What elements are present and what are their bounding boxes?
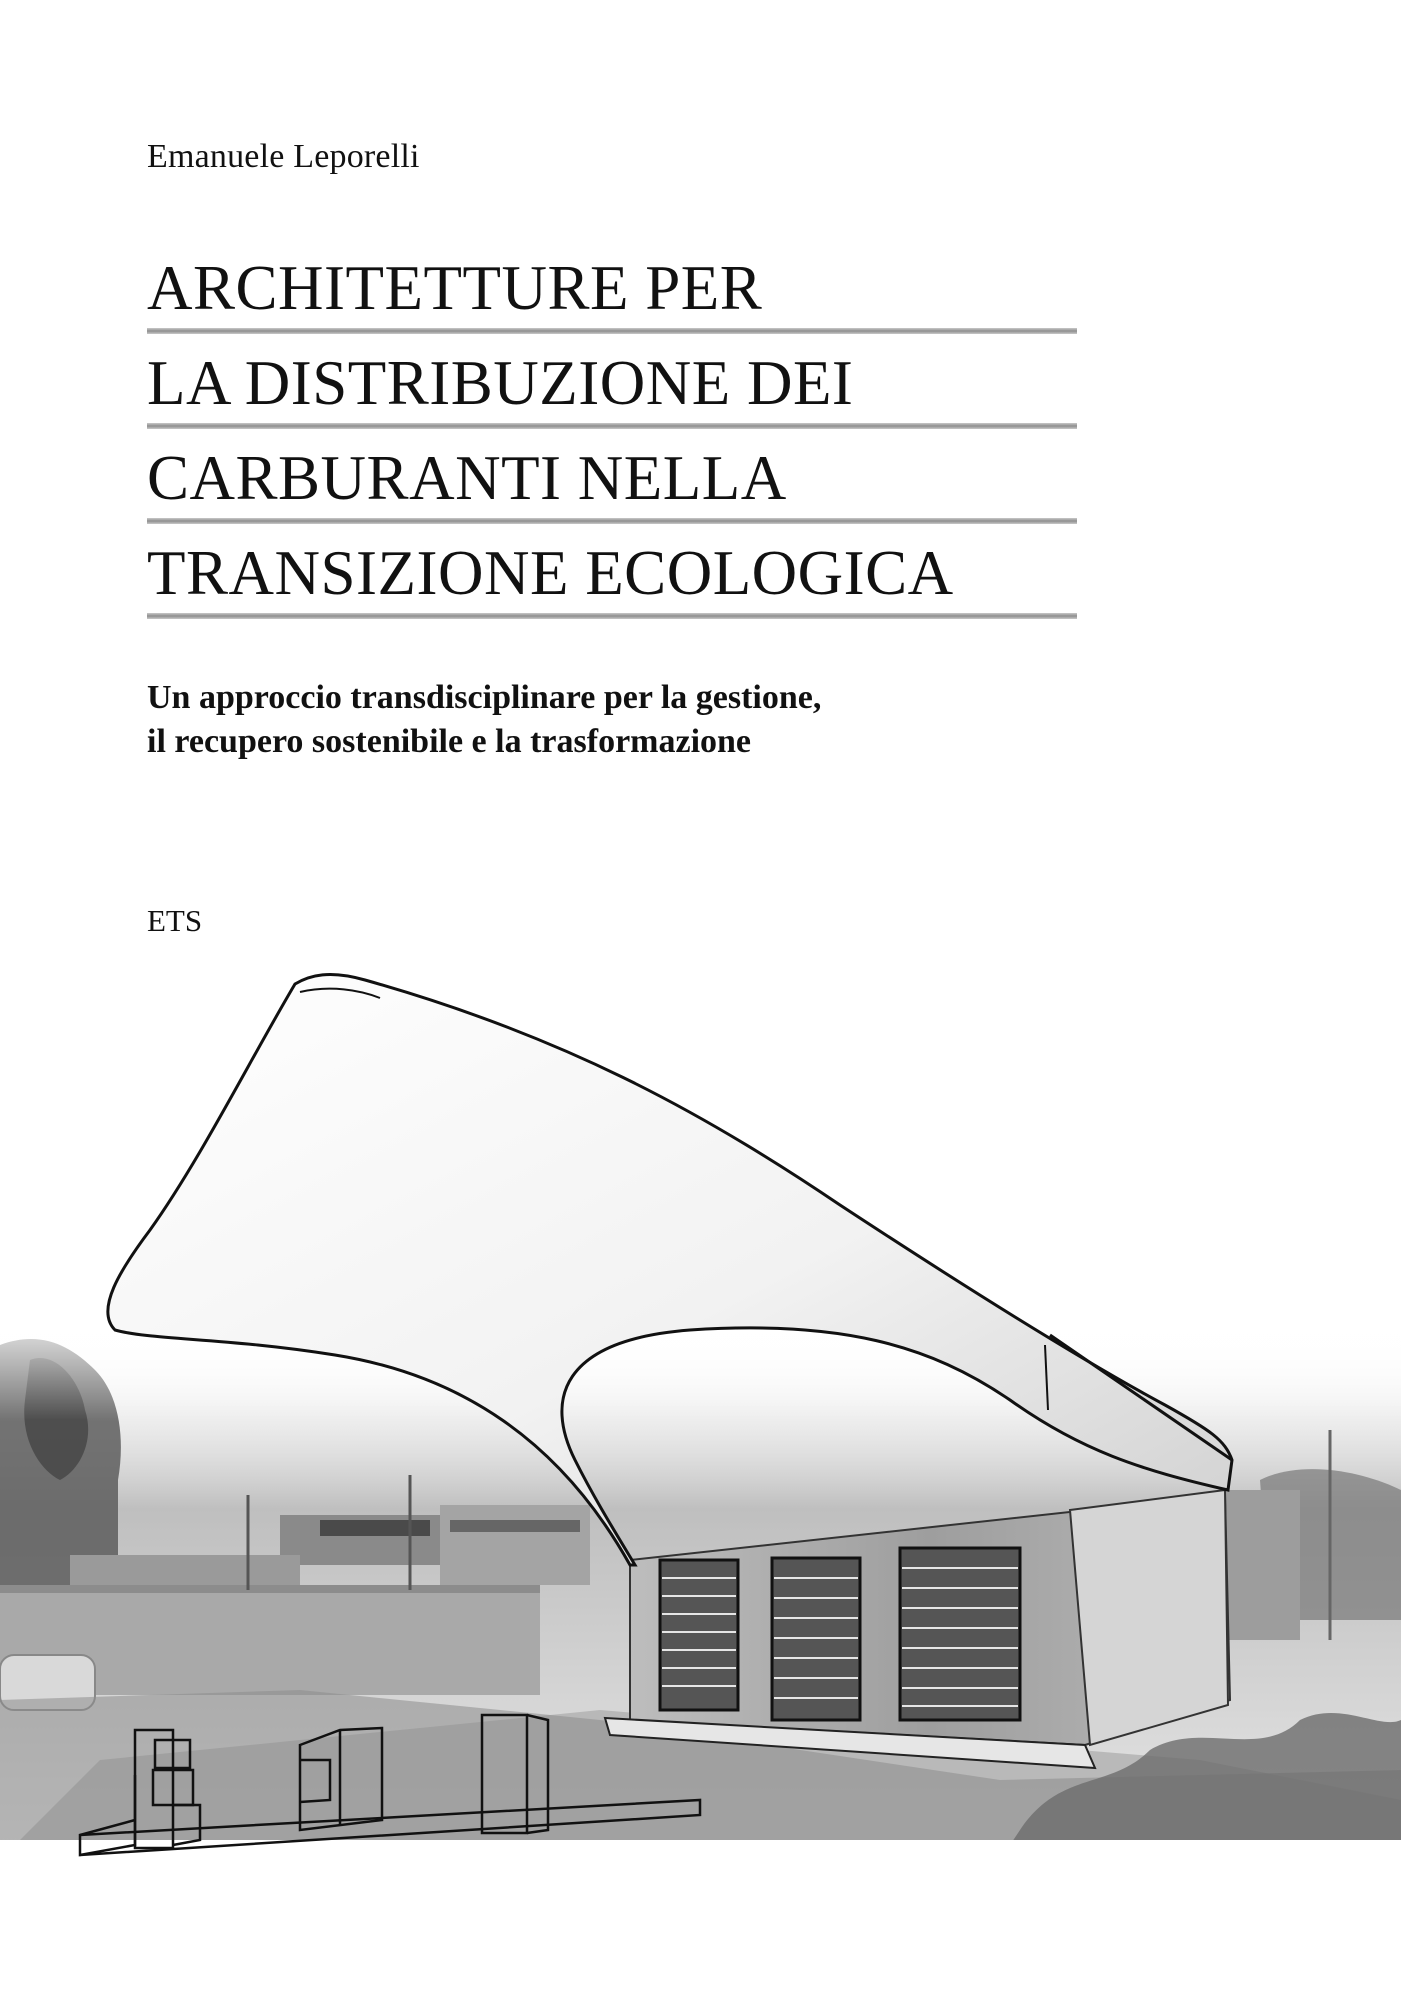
book-title <box>147 248 1077 628</box>
subtitle-line: Un approccio transdisciplinare per la gestione, <box>147 679 822 716</box>
building-windows <box>660 1548 1020 1720</box>
title-underline <box>147 423 1077 429</box>
title-underline <box>147 518 1077 524</box>
book-subtitle <box>147 676 821 764</box>
author-name: Emanuele Leporelli <box>147 138 420 175</box>
title-line <box>147 533 1077 628</box>
cover-illustration <box>0 955 1401 2000</box>
title-line-text: TRANSIZIONE ECOLOGICA <box>147 538 954 608</box>
subtitle-line: il recupero sostenibile e la trasformazione <box>147 723 752 760</box>
title-line <box>147 343 1077 438</box>
title-line-text: CARBURANTI NELLA <box>147 443 787 513</box>
title-line-text: LA DISTRIBUZIONE DEI <box>147 348 854 418</box>
title-line <box>147 438 1077 533</box>
title-underline <box>147 328 1077 334</box>
title-line <box>147 248 1077 343</box>
title-line-text: ARCHITETTURE PER <box>147 253 763 323</box>
publisher-name: ETS <box>147 903 203 938</box>
title-underline <box>147 613 1077 619</box>
